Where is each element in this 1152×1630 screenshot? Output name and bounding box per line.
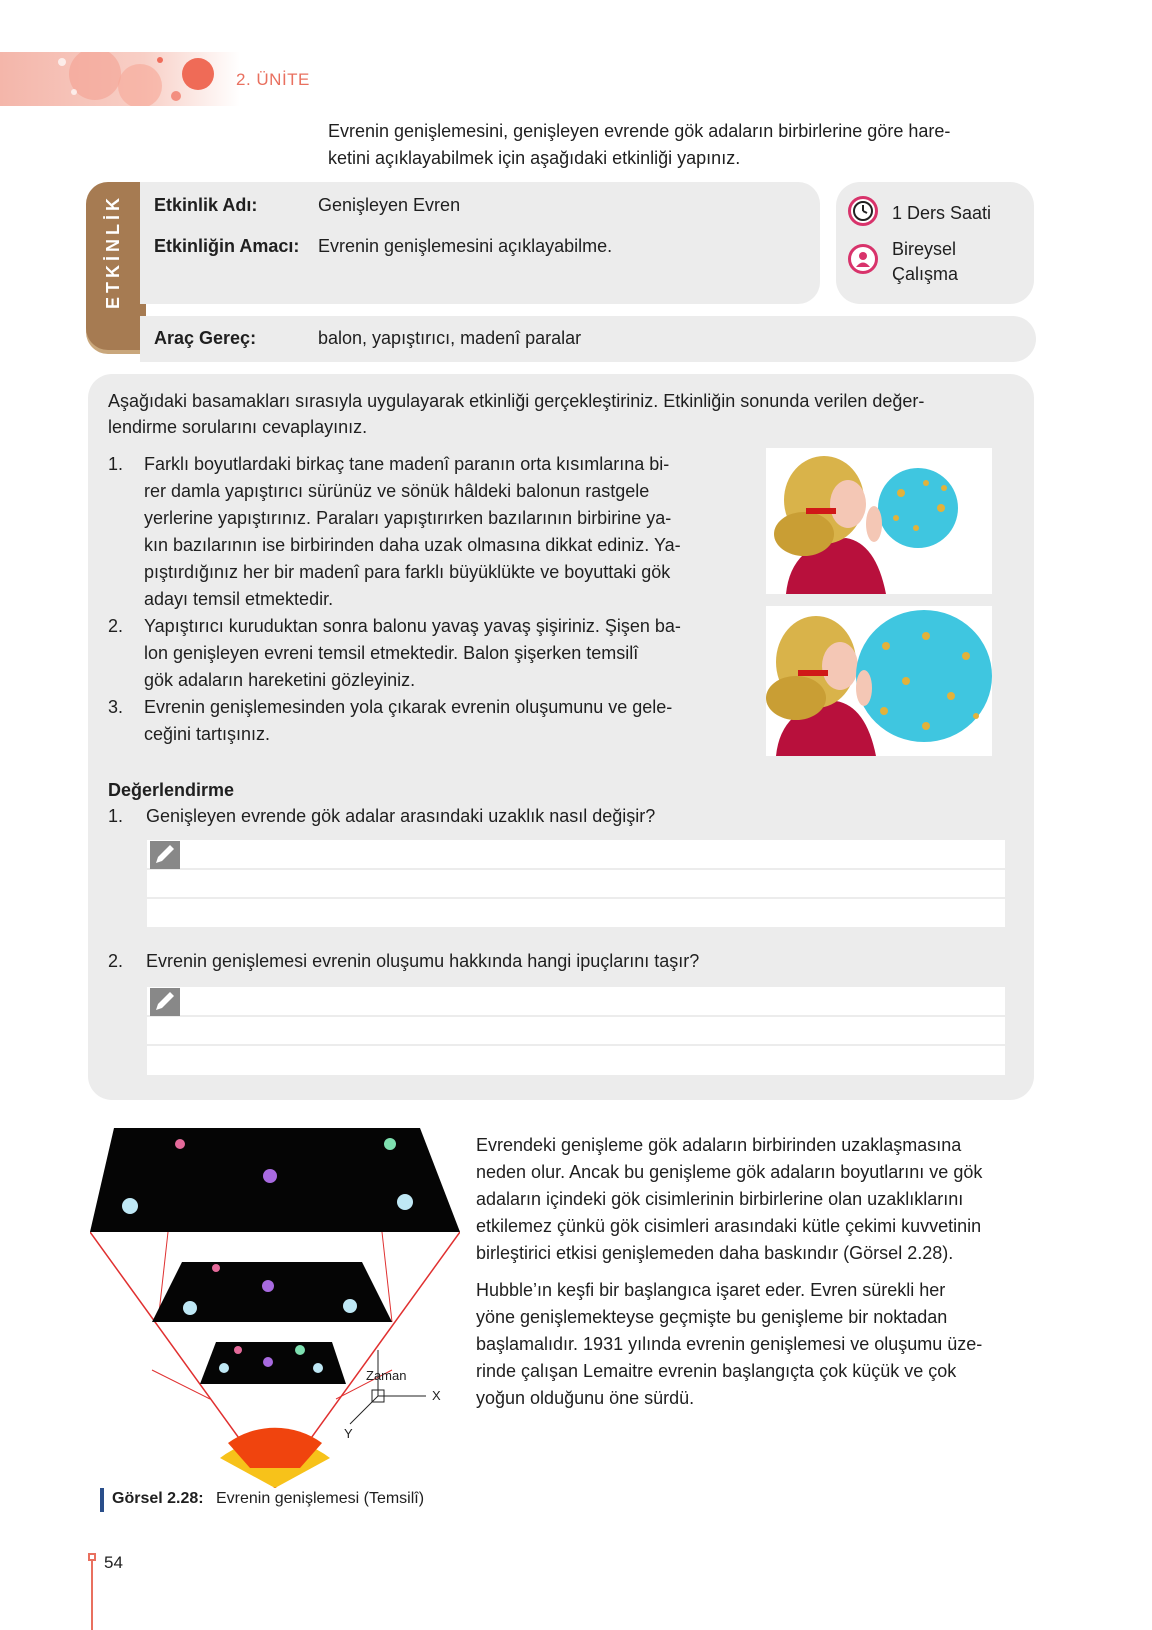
- clock-icon: [848, 196, 878, 226]
- balloon-illustration-small: [766, 448, 992, 594]
- axis-y-label: Y: [344, 1426, 353, 1441]
- body-line: Evrendeki genişleme gök adaların birbirinden uzaklaşmasına: [476, 1135, 962, 1155]
- intro-line-2: ketini açıklayabilmek için aşağıdaki etkinliği yapınız.: [328, 148, 741, 168]
- activity-purpose-value: Evrenin genişlemesini açıklayabilme.: [318, 236, 613, 256]
- activity-tools-box: [140, 316, 1036, 362]
- figure-caption-text: Evrenin genişlemesi (Temsilî): [216, 1490, 425, 1507]
- question-2-text: Evrenin genişlemesi evrenin oluşumu hakkında hangi ipuçlarını taşır?: [146, 951, 700, 971]
- decorative-circles: [0, 52, 240, 106]
- universe-expansion-figure: [90, 1128, 460, 1488]
- activity-name-value: Genişleyen Evren: [318, 195, 461, 215]
- axis-time-label: Zaman: [366, 1368, 407, 1383]
- body-line: etkilemez çünkü gök cisimleri arasındaki kütle çekimi kuvvetinin: [476, 1216, 982, 1236]
- question-number: 2.: [108, 951, 124, 971]
- question-1-text: Genişleyen evrende gök adalar arasındaki uzaklık nasıl değişir?: [146, 806, 656, 826]
- evaluation-title: Değerlendirme: [108, 780, 235, 800]
- page-marker-line: [91, 1560, 93, 1630]
- body-line: başlamalıdır. 1931 yılında evrenin genişlemesi ve oluşumu üze-: [476, 1334, 983, 1354]
- step-1-line: Farklı boyutlardaki birkaç tane madenî paranın orta kısımlarına bi-: [144, 454, 670, 474]
- step-2-line: Yapıştırıcı kuruduktan sonra balonu yavaş yavaş şişiriniz. Şişen ba-: [144, 616, 681, 636]
- instructions-line-1: Aşağıdaki basamakları sırasıyla uygulayarak etkinliği gerçekleştiriniz. Etkinliğin sonunda verilen değer-: [108, 391, 925, 411]
- instructions-line-2: lendirme sorularını cevaplayınız.: [108, 417, 368, 437]
- answer-line-5[interactable]: [147, 1017, 1005, 1044]
- step-1-line: adayı temsil etmektedir.: [144, 589, 334, 609]
- step-1-line: kın bazılarının ise birbirinden daha uzak olmasına dikkat ediniz. Ya-: [144, 535, 681, 555]
- pencil-icon: [150, 841, 180, 869]
- axis-x-label: X: [432, 1388, 441, 1403]
- person-icon: [848, 244, 878, 274]
- answer-line-1[interactable]: [147, 840, 1005, 868]
- answer-line-6[interactable]: [147, 1046, 1005, 1075]
- body-line: yoğun olduğunu öne sürdü.: [476, 1388, 695, 1408]
- balloon-illustration-large: [766, 606, 992, 756]
- body-line: yöne genişlemekteyse geçmişte bu genişleme bir noktadan: [476, 1307, 948, 1327]
- step-number: 1.: [108, 454, 124, 474]
- figure-caption-label: Görsel 2.28:: [112, 1490, 204, 1507]
- step-1-line: rer damla yapıştırıcı sürünüz ve sönük hâldeki balonun rastgele: [144, 481, 650, 501]
- duration-text: 1 Ders Saati: [892, 203, 992, 223]
- question-number: 1.: [108, 806, 124, 826]
- answer-line-4[interactable]: [147, 987, 1005, 1015]
- step-3-line: Evrenin genişlemesinden yola çıkarak evrenin oluşumunu ve gele-: [144, 697, 673, 717]
- step-1-line: pıştırdığınız her bir madenî para farklı büyüklükte ve boyuttaki gök: [144, 562, 671, 582]
- body-line: birleştirici etkisi genişlemeden daha baskındır (Görsel 2.28).: [476, 1243, 954, 1263]
- answer-line-3[interactable]: [147, 899, 1005, 927]
- work-type-line-2: Çalışma: [892, 264, 959, 284]
- unit-header-band: [0, 52, 240, 106]
- step-1-line: yerlerine yapıştırınız. Paraları yapıştırırken bazılarının birbirine ya-: [144, 508, 672, 528]
- activity-tools-label: Araç Gereç:: [154, 328, 257, 348]
- step-2-line: lon genişleyen evreni temsil etmektedir. Balon şişerken temsilî: [144, 643, 639, 663]
- body-line: Hubble’ın keşfi bir başlangıca işaret eder. Evren sürekli her: [476, 1280, 946, 1300]
- intro-line-1: Evrenin genişlemesini, genişleyen evrende gök adaların birbirlerine göre hare-: [328, 121, 951, 141]
- answer-line-2[interactable]: [147, 870, 1005, 897]
- body-line: neden olur. Ancak bu genişleme gök adaların boyutlarını ve gök: [476, 1162, 983, 1182]
- body-line: rinde çalışan Lemaitre evrenin başlangıçta çok küçük ve çok: [476, 1361, 957, 1381]
- activity-name-label: Etkinlik Adı:: [154, 195, 258, 215]
- step-3-line: ceğini tartışınız.: [144, 724, 271, 744]
- pencil-icon: [150, 988, 180, 1016]
- work-type-line-1: Bireysel: [892, 239, 957, 259]
- body-line: adaların içindeki gök cisimlerinin birbirlerine olan uzaklıklarını: [476, 1189, 964, 1209]
- activity-tools-value: balon, yapıştırıcı, madenî paralar: [318, 328, 582, 348]
- unit-title: 2. ÜNİTE: [236, 70, 310, 89]
- step-number: 2.: [108, 616, 124, 636]
- activity-tab-label: ETKİNLİK: [103, 194, 123, 310]
- caption-bar: [100, 1488, 104, 1512]
- activity-purpose-label: Etkinliğin Amacı:: [154, 236, 300, 256]
- page-number: 54: [104, 1553, 123, 1572]
- step-2-line: gök adaların hareketini gözleyiniz.: [144, 670, 416, 690]
- step-number: 3.: [108, 697, 124, 717]
